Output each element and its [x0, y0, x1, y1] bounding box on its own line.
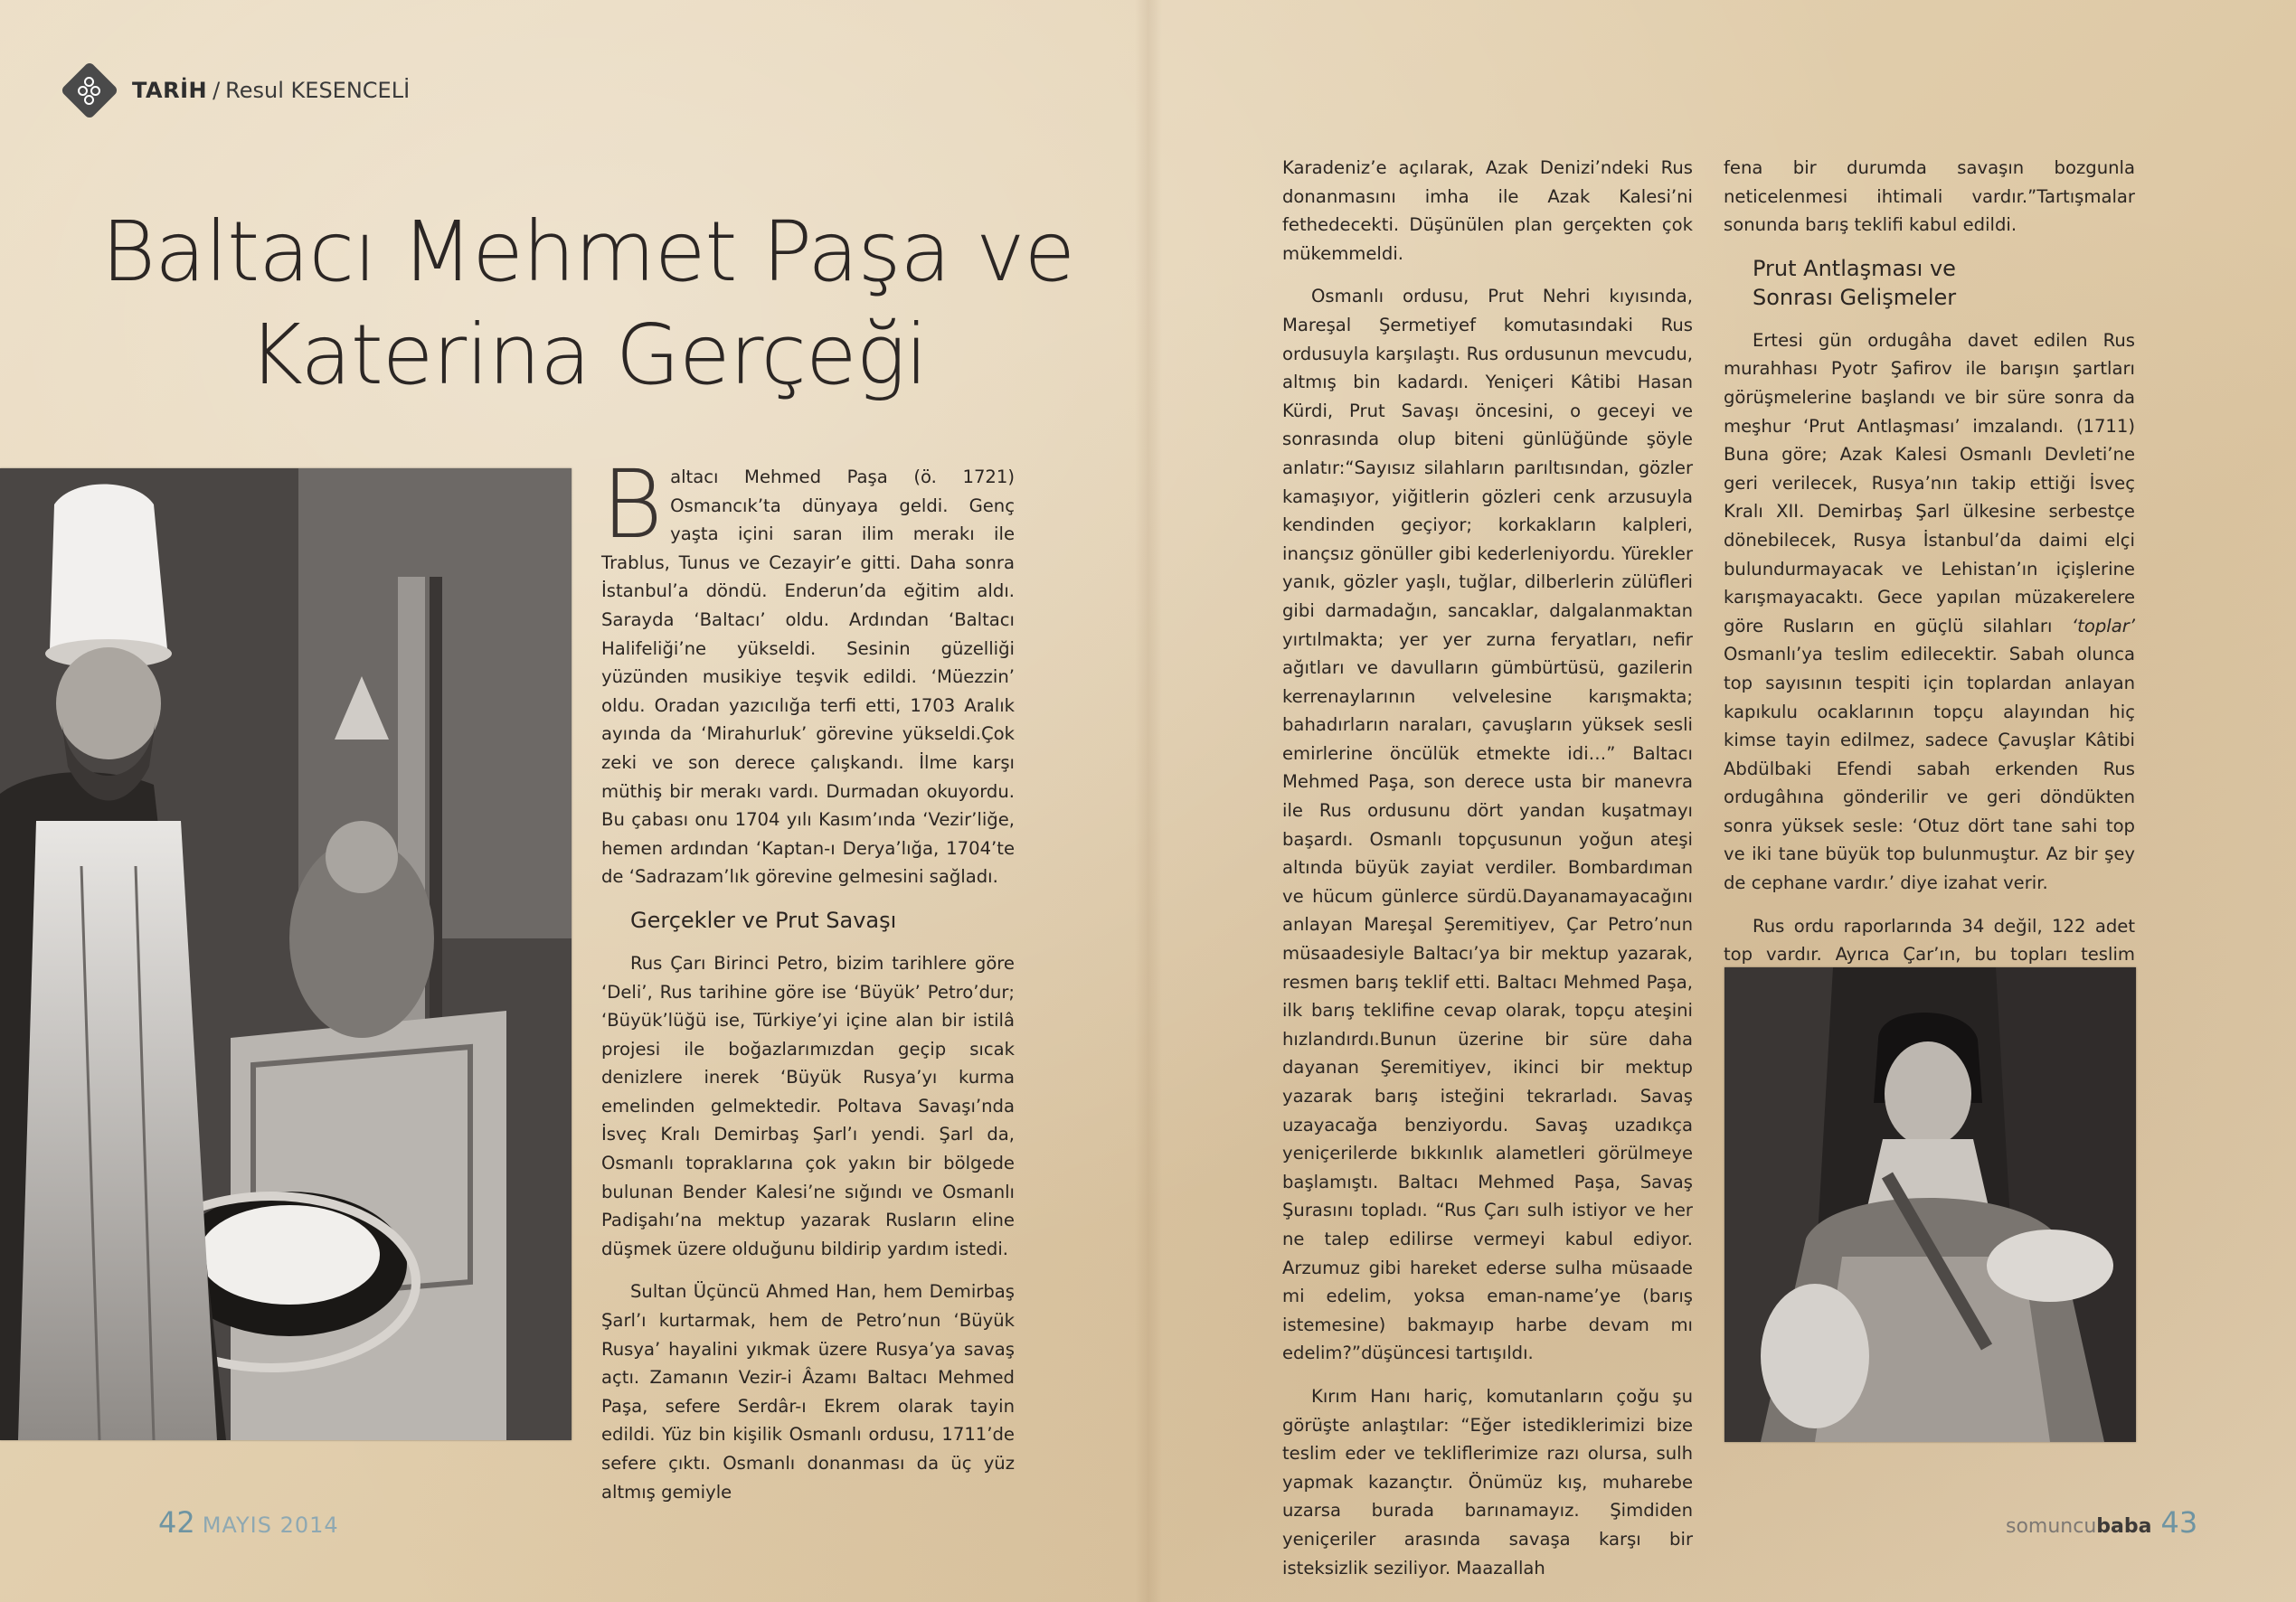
footer-left — [158, 1505, 339, 1540]
author-name: Resul KESENCELİ — [225, 78, 411, 103]
diamond-ornament-icon — [60, 61, 118, 119]
paragraph: Sultan Üçüncü Ahmed Han, hem Demirbaş Şarl’ı kurtarmak, hem de Petro’nun ‘Büyük Rusya’ hayalini yıkmak üzere Rusya’ya savaş açtı. Zamanın Vezir-i Âzamı Baltacı Mehmed Paşa, sefere Serdâr-ı Ekrem olarak tayin edildi. Yüz bin kişilik Osmanlı ordusu, 1711’de sefere çıktı. Osmanlı donanması da üç yüz altmış gemiyle — [601, 1281, 1015, 1503]
portrait-katerina — [1724, 967, 2136, 1442]
subheading-line-2: Sonrası Gelişmeler — [1753, 284, 1957, 310]
text-column-1 — [601, 449, 1015, 1521]
drop-cap: B — [601, 449, 664, 560]
magazine-brand-part2: baba — [2096, 1515, 2152, 1538]
article-title — [90, 201, 1085, 407]
subheading: Gerçekler ve Prut Savaşı — [630, 907, 897, 933]
subheading — [1753, 254, 2135, 312]
paragraph: Osmanlı ordusu, Prut Nehri kıyısında, Mareşal Şermetiyef komutasındaki Rus ordusuyla karşılaştı. Rus ordusunun mevcudu, altmış bin kadardı. Yeniçeri Kâtibi Hasan Kürdi, Prut Savaşı öncesini, o geceyi ve sonrasında olup biteni günlüğünde şöyle anlatır:“Sayısız silahların parıltısından, gözler kamaşıyor, yiğitlerin gözleri cenk arzusuyla kendinden geçiyor; korkakların kalpleri, inançsız gönüller gibi kederleniyordu. Yürekler yanık, gözler yaşlı, tuğlar, dilberlerin zülüfleri gibi darmadağın, sancaklar, dalgalanmaktan yırtılmakta; yer yer zurna feryatları, nefir ağıtları ve davulların gümbürtüsü, gazilerin kerrenaylarının velvelesine karışmakta; bahadırların naraları, çavuşların yüksek sesli emirlerine öncülük etmekte idi…” Baltacı Mehmed Paşa, son derece usta bir manevra ile Rus ordusunu dört yandan kuşatmayı başardı. Osmanlı topçusunun yoğun ateşi altında büyük zayiat verdiler. Bombardıman ve hücum günlerce sürdü.Dayanamayacağını anlayan Mareşal Şeremitiyev, Çar Petro’nun müsaadesiyle Baltacı’ya bir mektup yazarak, resmen barış teklif etti. Baltacı Mehmed Paşa, ilk barış teklifine cevap olarak, topçu ateşini hızlandırdı.Bunun üzerine bir süre daha dayanan Şeremitiyev, ikinci bir mektup yazarak barış isteğini tekrarladı. Savaş uzayacağa benziyordu. Savaş uzadıkça yeniçerilerde bıkkınlık alametleri görülmeye başlamıştı. Baltacı Mehmed Paşa, Savaş Şurasını topladı. “Rus Çarı sulh istiyor ve her ne talep edilirse vermeyi kabul ediyor. Arzumuz gibi hareket ederse sulha müsaade mi edelim, yoksa eman-name’ye (barış istemesine) bakmayıp harbe devam mı edelim?”düşüncesi tartışıldı. — [1282, 286, 1693, 1364]
page-number: 43 — [2160, 1505, 2198, 1540]
portrait-baltaci-mehmet-pasa — [0, 468, 572, 1440]
paragraph: Baltacı Mehmed Paşa (ö. 1721) Osmancık’ta dünyaya geldi. Genç yaşta içini saran ilim merakı ile Trablus, Tunus ve Cezayir’e gitti. Daha sonra İstanbul’a döndü. Enderun’da eğitim aldı. Sarayda ‘Baltacı’ oldu. Ardından ‘Baltacı Halifeliği’ne yükseldi. Sesinin güzelliği yüzünden musikiye teşvik edildi. ‘Müezzin’ oldu. Oradan yazıcılığa terfi etti, 1703 Aralık ayında da ‘Mirahurluk’ görevine yükseldi.Çok zeki ve son derece çalışkandı. İlme karşı müthiş bir merakı vardı. Durmadan okuyordu. Bu çabası onu 1704 yılı Kasım’ında ‘Vezir’liğe, hemen ardından ‘Kaptan-ı Derya’lığa, 1704’te de ‘Sadrazam’lık görevine gelmesini sağladı. — [601, 449, 1015, 888]
magazine-brand-part1: somuncu — [2006, 1515, 2097, 1538]
title-line-2: Katerina Gerçeği — [248, 306, 928, 403]
page-number: 42 — [158, 1505, 195, 1540]
paragraph: Kırım Hanı hariç, komutanların çoğu şu görüşte anlaştılar: “Eğer istediklerimizi bize teslim eder ve tekliflerimize razı olursa, sulh yapmak kazançtır. Önümüz kış, muharebe uzarsa burada barınamayız. Şimdiden yeniçeriler arasında savaşa karşı bir isteksizlik seziliyor. Maazallah — [1282, 1385, 1693, 1578]
paragraph: Rus Çarı Birinci Petro, bizim tarihlere göre ‘Deli’, Rus tarihine göre ise ‘Büyük’ Petro’dur; ‘Büyük’lüğü ise, Türkiye’yi içine alan bir istilâ projesi ile boğazlarımızdan geçip sıcak denizlere inerek ‘Büyük Rusya’yı kurma emelinden gelmektedir. Poltava Savaşı’nda İsveç Kralı Demirbaş Şarl’ı yendi. Şarl da, Osmanlı topraklarına çok yakın bir bölgede bulunan Bender Kalesi’ne sığındı ve Osmanlı Padişahı’na mektup yazarak Rusların eline düşmek üzere olduğunu bildirip yardım istedi. — [601, 952, 1015, 1259]
paragraph: fena bir durumda savaşın bozgunla neticelenmesi ihtimali vardır.”Tartışmalar sonunda barış teklifi kabul edildi. — [1724, 157, 2135, 236]
subheading-line-1: Prut Antlaşması ve — [1753, 255, 1956, 281]
text-column-2 — [1282, 154, 1693, 1597]
section-label: TARİH — [132, 78, 208, 103]
paragraph: Karadeniz’e açılarak, Azak Denizi’ndeki Rus donanmasını imha ile Azak Kalesi’ni fethedecekti. Düşünülen plan gerçekten çok mükemmeldi. — [1282, 157, 1693, 264]
paragraph: Ertesi gün ordugâha davet edilen Rus murahhası Pyotr Şafirov ile barışın şartları görüşmelerine başlandı ve bir süre sonra da meşhur ‘Prut Antlaşması’ imzalandı. (1711) Buna göre; Azak Kalesi Osmanlı Devleti’ne geri verilecek, Rusya’nın takip ettiği İsveç Kralı XII. Demirbaş Şarl ülkesine serbestçe dönebilecek, Rusya İstanbul’da daimi elçi bulundurmayacak ve Lehistan’ın içişlerine karışmayacaktı. Gece yapılan müzakerelere göre Rusların en güçlü silahları ‘toplar’ Osmanlı’ya teslim edilecektir. Sabah olunca top sayısının tespiti için toplardan anlayan kapıkulu ocaklarının topçu alayından hiç kimse tayin edilmez, sadece Çavuşlar Kâtibi Abdülbaki Efendi sabah erkenden Rus ordugâhına gönderilir ve geri döndükten sonra yüksek sesle: ‘Otuz dört tane sahi top ve iki tane büyük top bulunmuştur. Az bir şey de cephane vardır.’ diye izahat verir. — [1724, 329, 2135, 894]
footer-right — [2006, 1505, 2197, 1540]
paragraph: Rus ordu raporlarında 34 değil, 122 adet top vardır. Ayrıca Çar’ın, bu topları teslim — [1724, 915, 2135, 966]
issue-date: MAYIS 2014 — [202, 1512, 339, 1538]
text-column-3 — [1724, 154, 2135, 1012]
emphasis: ‘toplar’ — [2071, 615, 2135, 636]
header-separator: / — [213, 78, 221, 103]
section-header — [61, 61, 410, 119]
title-line-1: Baltacı Mehmet Paşa ve — [100, 203, 1075, 300]
